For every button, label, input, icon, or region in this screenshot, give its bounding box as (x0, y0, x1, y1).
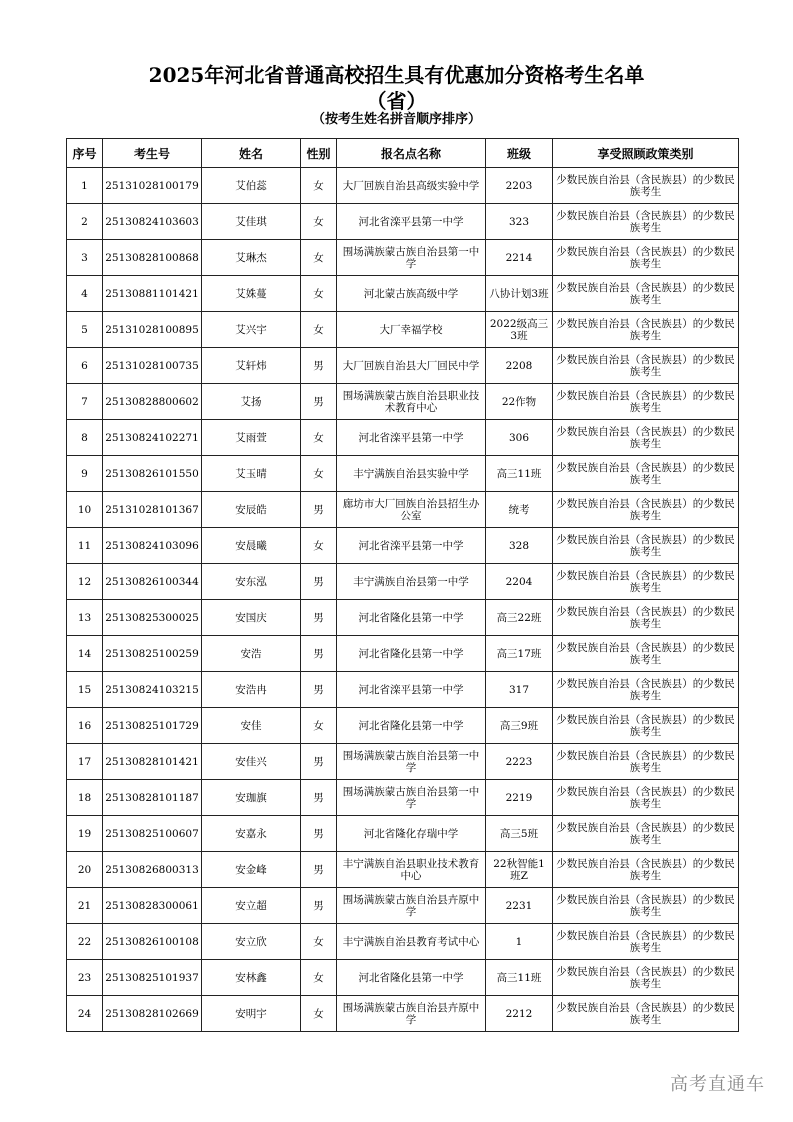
cell-name: 艾玉晴 (202, 456, 301, 492)
cell-no: 16 (67, 708, 103, 744)
cell-class: 2214 (486, 240, 553, 276)
watermark-text: 高考直通车 (670, 1074, 765, 1095)
document-title-region: （省） (366, 89, 427, 113)
cell-policy: 少数民族自治县（含民族县）的少数民族考生 (553, 888, 739, 924)
cell-no: 19 (67, 816, 103, 852)
cell-no: 3 (67, 240, 103, 276)
cell-gender: 女 (301, 456, 337, 492)
cell-no: 1 (67, 168, 103, 204)
cell-candidate-id: 25130824103603 (103, 204, 202, 240)
cell-policy: 少数民族自治县（含民族县）的少数民族考生 (553, 528, 739, 564)
cell-class: 高三11班 (486, 960, 553, 996)
table-row (67, 708, 739, 744)
table-row (67, 816, 739, 852)
cell-candidate-id: 25131028100179 (103, 168, 202, 204)
column-header-class: 班级 (486, 139, 553, 168)
cell-name: 安国庆 (202, 600, 301, 636)
table-row (67, 528, 739, 564)
cell-name: 安珈旗 (202, 780, 301, 816)
cell-no: 17 (67, 744, 103, 780)
cell-name: 艾兴宇 (202, 312, 301, 348)
cell-gender: 女 (301, 312, 337, 348)
cell-no: 14 (67, 636, 103, 672)
cell-no: 2 (67, 204, 103, 240)
cell-school: 河北省隆化县第一中学 (337, 960, 486, 996)
cell-policy: 少数民族自治县（含民族县）的少数民族考生 (553, 708, 739, 744)
cell-policy: 少数民族自治县（含民族县）的少数民族考生 (553, 348, 739, 384)
document-subtitle: （按考生姓名拼音顺序排序） (311, 112, 481, 127)
table-row (67, 636, 739, 672)
cell-class: 2212 (486, 996, 553, 1032)
cell-name: 艾佳琪 (202, 204, 301, 240)
cell-candidate-id: 25130828800602 (103, 384, 202, 420)
cell-school: 围场满族蒙古族自治县第一中学 (337, 780, 486, 816)
cell-policy: 少数民族自治县（含民族县）的少数民族考生 (553, 564, 739, 600)
cell-gender: 女 (301, 204, 337, 240)
cell-school: 围场满族蒙古族自治县第一中学 (337, 240, 486, 276)
cell-policy: 少数民族自治县（含民族县）的少数民族考生 (553, 780, 739, 816)
cell-no: 10 (67, 492, 103, 528)
cell-school: 大厂幸福学校 (337, 312, 486, 348)
cell-policy: 少数民族自治县（含民族县）的少数民族考生 (553, 384, 739, 420)
cell-class: 2208 (486, 348, 553, 384)
cell-no: 6 (67, 348, 103, 384)
cell-candidate-id: 25130825101729 (103, 708, 202, 744)
cell-candidate-id: 25130825101937 (103, 960, 202, 996)
cell-policy: 少数民族自治县（含民族县）的少数民族考生 (553, 456, 739, 492)
cell-class: 22秋智能1班Z (486, 852, 553, 888)
cell-class: 22作物 (486, 384, 553, 420)
cell-policy: 少数民族自治县（含民族县）的少数民族考生 (553, 600, 739, 636)
cell-no: 20 (67, 852, 103, 888)
cell-class: 高三11班 (486, 456, 553, 492)
cell-name: 安立欣 (202, 924, 301, 960)
column-header-school: 报名点名称 (337, 139, 486, 168)
cell-gender: 女 (301, 996, 337, 1032)
cell-policy: 少数民族自治县（含民族县）的少数民族考生 (553, 924, 739, 960)
cell-no: 13 (67, 600, 103, 636)
table-row (67, 348, 739, 384)
cell-school: 河北省隆化县第一中学 (337, 600, 486, 636)
cell-school: 围场满族蒙古族自治县第一中学 (337, 744, 486, 780)
cell-name: 安金峰 (202, 852, 301, 888)
cell-no: 23 (67, 960, 103, 996)
table-row (67, 492, 739, 528)
cell-gender: 女 (301, 708, 337, 744)
cell-no: 18 (67, 780, 103, 816)
cell-policy: 少数民族自治县（含民族县）的少数民族考生 (553, 996, 739, 1032)
table-body (67, 168, 739, 1032)
cell-school: 围场满族蒙古族自治县卉原中学 (337, 888, 486, 924)
cell-gender: 男 (301, 852, 337, 888)
cell-no: 12 (67, 564, 103, 600)
cell-name: 艾扬 (202, 384, 301, 420)
table-row (67, 852, 739, 888)
cell-candidate-id: 25130828101187 (103, 780, 202, 816)
cell-candidate-id: 25131028101367 (103, 492, 202, 528)
cell-no: 8 (67, 420, 103, 456)
cell-school: 围场满族蒙古族自治县卉原中学 (337, 996, 486, 1032)
cell-policy: 少数民族自治县（含民族县）的少数民族考生 (553, 744, 739, 780)
cell-school: 廊坊市大厂回族自治县招生办公室 (337, 492, 486, 528)
cell-school: 丰宁满族自治县实验中学 (337, 456, 486, 492)
cell-class: 统考 (486, 492, 553, 528)
cell-candidate-id: 25130824103096 (103, 528, 202, 564)
cell-candidate-id: 25130825100259 (103, 636, 202, 672)
cell-gender: 男 (301, 780, 337, 816)
cell-name: 安佳兴 (202, 744, 301, 780)
cell-no: 9 (67, 456, 103, 492)
cell-gender: 女 (301, 528, 337, 564)
cell-candidate-id: 25130881101421 (103, 276, 202, 312)
cell-candidate-id: 25130824103215 (103, 672, 202, 708)
table-row (67, 240, 739, 276)
cell-name: 安浩 (202, 636, 301, 672)
cell-name: 安辰皓 (202, 492, 301, 528)
cell-school: 大厂回族自治县大厂回民中学 (337, 348, 486, 384)
table-row (67, 960, 739, 996)
cell-no: 21 (67, 888, 103, 924)
table-row (67, 384, 739, 420)
cell-school: 围场满族蒙古族自治县职业技术教育中心 (337, 384, 486, 420)
table-row (67, 312, 739, 348)
cell-policy: 少数民族自治县（含民族县）的少数民族考生 (553, 636, 739, 672)
cell-school: 丰宁满族自治县第一中学 (337, 564, 486, 600)
cell-name: 安佳 (202, 708, 301, 744)
cell-candidate-id: 25130825300025 (103, 600, 202, 636)
column-header-id: 考生号 (103, 139, 202, 168)
column-header-name: 姓名 (202, 139, 301, 168)
column-header-gender: 性别 (301, 139, 337, 168)
cell-candidate-id: 25130826100108 (103, 924, 202, 960)
cell-class: 高三5班 (486, 816, 553, 852)
cell-gender: 男 (301, 564, 337, 600)
table-row (67, 780, 739, 816)
cell-name: 艾姝蔓 (202, 276, 301, 312)
table-row (67, 924, 739, 960)
cell-candidate-id: 25130826101550 (103, 456, 202, 492)
table-row (67, 420, 739, 456)
cell-name: 艾琳杰 (202, 240, 301, 276)
cell-class: 328 (486, 528, 553, 564)
cell-name: 艾伯蕊 (202, 168, 301, 204)
cell-school: 河北省滦平县第一中学 (337, 204, 486, 240)
cell-class: 306 (486, 420, 553, 456)
cell-name: 安晨曦 (202, 528, 301, 564)
cell-gender: 男 (301, 744, 337, 780)
cell-class: 八协计划3班 (486, 276, 553, 312)
cell-candidate-id: 25131028100895 (103, 312, 202, 348)
cell-no: 5 (67, 312, 103, 348)
cell-candidate-id: 25130828102669 (103, 996, 202, 1032)
table-row (67, 564, 739, 600)
cell-name: 安林鑫 (202, 960, 301, 996)
table-row (67, 204, 739, 240)
cell-school: 河北蒙古族高级中学 (337, 276, 486, 312)
cell-class: 2223 (486, 744, 553, 780)
cell-no: 4 (67, 276, 103, 312)
cell-school: 丰宁满族自治县职业技术教育中心 (337, 852, 486, 888)
cell-gender: 男 (301, 636, 337, 672)
cell-candidate-id: 25130828100868 (103, 240, 202, 276)
cell-class: 高三17班 (486, 636, 553, 672)
cell-gender: 女 (301, 960, 337, 996)
column-header-policy: 享受照顾政策类别 (553, 139, 739, 168)
cell-policy: 少数民族自治县（含民族县）的少数民族考生 (553, 312, 739, 348)
cell-policy: 少数民族自治县（含民族县）的少数民族考生 (553, 816, 739, 852)
cell-class: 2203 (486, 168, 553, 204)
cell-class: 2231 (486, 888, 553, 924)
cell-name: 安东泓 (202, 564, 301, 600)
cell-gender: 男 (301, 348, 337, 384)
cell-no: 11 (67, 528, 103, 564)
cell-class: 2219 (486, 780, 553, 816)
cell-policy: 少数民族自治县（含民族县）的少数民族考生 (553, 960, 739, 996)
table-row (67, 744, 739, 780)
cell-class: 2022级高三3班 (486, 312, 553, 348)
cell-candidate-id: 25130826100344 (103, 564, 202, 600)
cell-school: 河北省隆化县第一中学 (337, 708, 486, 744)
cell-policy: 少数民族自治县（含民族县）的少数民族考生 (553, 420, 739, 456)
document-title: 2025年河北省普通高校招生具有优惠加分资格考生名单 (148, 63, 645, 87)
table-header-row (67, 139, 739, 168)
cell-gender: 男 (301, 888, 337, 924)
cell-gender: 女 (301, 420, 337, 456)
cell-school: 河北省滦平县第一中学 (337, 672, 486, 708)
table-row (67, 996, 739, 1032)
table-row (67, 168, 739, 204)
cell-policy: 少数民族自治县（含民族县）的少数民族考生 (553, 204, 739, 240)
cell-name: 艾轩炜 (202, 348, 301, 384)
table-row (67, 888, 739, 924)
cell-gender: 男 (301, 600, 337, 636)
table-row (67, 672, 739, 708)
cell-school: 河北省滦平县第一中学 (337, 420, 486, 456)
cell-class: 317 (486, 672, 553, 708)
cell-gender: 男 (301, 492, 337, 528)
cell-no: 24 (67, 996, 103, 1032)
column-header-no: 序号 (67, 139, 103, 168)
table-row (67, 600, 739, 636)
cell-school: 河北省隆化存瑞中学 (337, 816, 486, 852)
cell-name: 安浩冉 (202, 672, 301, 708)
cell-gender: 男 (301, 816, 337, 852)
cell-no: 7 (67, 384, 103, 420)
cell-candidate-id: 25130826800313 (103, 852, 202, 888)
cell-gender: 女 (301, 240, 337, 276)
cell-school: 河北省滦平县第一中学 (337, 528, 486, 564)
candidate-table (66, 138, 739, 1032)
table-row (67, 456, 739, 492)
cell-name: 安明宇 (202, 996, 301, 1032)
cell-school: 河北省隆化县第一中学 (337, 636, 486, 672)
cell-candidate-id: 25130825100607 (103, 816, 202, 852)
cell-name: 艾雨萱 (202, 420, 301, 456)
cell-no: 22 (67, 924, 103, 960)
cell-name: 安嘉永 (202, 816, 301, 852)
cell-class: 高三22班 (486, 600, 553, 636)
cell-gender: 男 (301, 384, 337, 420)
cell-gender: 男 (301, 672, 337, 708)
table-row (67, 276, 739, 312)
cell-gender: 女 (301, 276, 337, 312)
cell-policy: 少数民族自治县（含民族县）的少数民族考生 (553, 168, 739, 204)
cell-class: 323 (486, 204, 553, 240)
cell-school: 大厂回族自治县高级实验中学 (337, 168, 486, 204)
cell-class: 2204 (486, 564, 553, 600)
cell-policy: 少数民族自治县（含民族县）的少数民族考生 (553, 240, 739, 276)
cell-class: 1 (486, 924, 553, 960)
cell-gender: 女 (301, 168, 337, 204)
cell-school: 丰宁满族自治县教育考试中心 (337, 924, 486, 960)
cell-policy: 少数民族自治县（含民族县）的少数民族考生 (553, 492, 739, 528)
cell-candidate-id: 25130828101421 (103, 744, 202, 780)
cell-candidate-id: 25131028100735 (103, 348, 202, 384)
cell-candidate-id: 25130828300061 (103, 888, 202, 924)
cell-policy: 少数民族自治县（含民族县）的少数民族考生 (553, 672, 739, 708)
cell-class: 高三9班 (486, 708, 553, 744)
cell-name: 安立超 (202, 888, 301, 924)
cell-policy: 少数民族自治县（含民族县）的少数民族考生 (553, 852, 739, 888)
cell-candidate-id: 25130824102271 (103, 420, 202, 456)
cell-policy: 少数民族自治县（含民族县）的少数民族考生 (553, 276, 739, 312)
cell-no: 15 (67, 672, 103, 708)
cell-gender: 女 (301, 924, 337, 960)
